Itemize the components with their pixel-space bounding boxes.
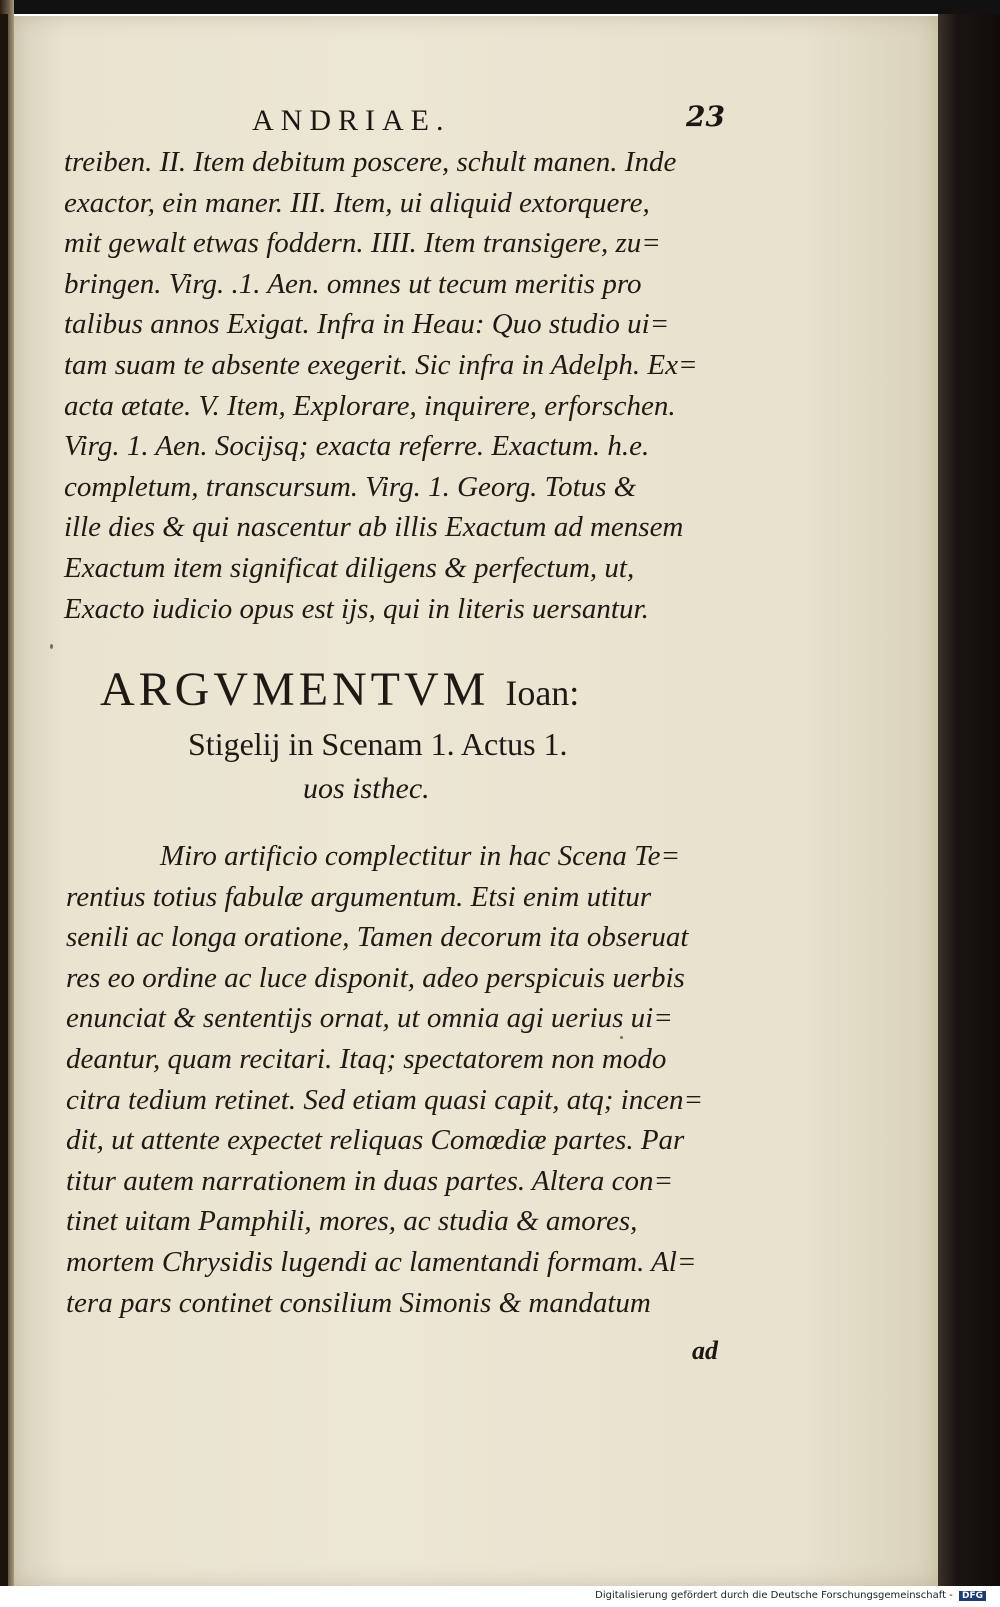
heading-author: Ioan:: [505, 673, 580, 713]
text-line: mit gewalt etwas foddern. IIII. Item transigere, zu=: [64, 227, 661, 260]
text-line: rentius totius fabulæ argumentum. Etsi enim utitur: [66, 880, 652, 913]
text-line: Exacto iudicio opus est ijs, qui in literis uersantur.: [64, 592, 649, 625]
text-line: enunciat & sententijs ornat, ut omnia agi uerius ui=: [66, 1002, 673, 1035]
argument-text-block: [66, 836, 746, 1323]
text-line: Exactum item significat diligens & perfectum, ut,: [64, 551, 635, 584]
text-line: ille dies & qui nascentur ab illis Exactum ad mensem: [64, 511, 684, 544]
running-head: ANDRIAE.: [252, 104, 451, 137]
text-line: tinet uitam Pamphili, mores, ac studia & amores,: [66, 1205, 638, 1238]
text-line: deantur, quam recitari. Itaq; spectatorem non modo: [66, 1042, 667, 1075]
section-heading: [100, 662, 800, 811]
text-line: mortem Chrysidis lugendi ac lamentandi formam. Al=: [66, 1245, 697, 1278]
catchword: ad: [692, 1336, 718, 1365]
paper-speck: [50, 644, 53, 649]
gutter-shadow: [0, 14, 8, 1589]
top-border: [0, 0, 1000, 14]
text-line: treiben. II. Item debitum poscere, schult manen. Inde: [64, 146, 677, 178]
heading-caps: ARGVMENTVM: [100, 663, 490, 716]
text-line: exactor, ein maner. III. Item, ui aliquid extorquere,: [64, 186, 650, 219]
text-line: acta ætate. V. Item, Explorare, inquirere, erforschen.: [64, 389, 676, 422]
page-number: 23: [686, 100, 725, 133]
text-line: tera pars continet consilium Simonis & mandatum: [66, 1286, 651, 1319]
text-line: talibus annos Exigat. Infra in Heau: Quo studio ui=: [64, 308, 670, 341]
heading-line-2: Stigelij in Scenam 1. Actus 1.: [188, 726, 568, 762]
funding-footer: [595, 1590, 986, 1601]
text-line: completum, transcursum. Virg. 1. Georg. Totus &: [64, 470, 637, 503]
text-line: Miro artificio complectitur in hac Scena Te=: [160, 840, 681, 872]
heading-line-1: [100, 662, 800, 721]
gloss-text-block: [64, 142, 744, 629]
page-edge: [938, 14, 1000, 1586]
text-line: citra tedium retinet. Sed etiam quasi capit, atq; incen=: [66, 1083, 704, 1116]
text-line: bringen. Virg. .1. Aen. omnes ut tecum meritis pro: [64, 267, 642, 300]
text-line: tam suam te absente exegerit. Sic infra in Adelph. Ex=: [64, 348, 698, 381]
text-line: res eo ordine ac luce disponit, adeo perspicuis uerbis: [66, 961, 685, 994]
text-line: dit, ut attente expectet reliquas Comœdiæ partes. Par: [66, 1124, 685, 1157]
heading-line-3: uos isthec.: [303, 772, 430, 805]
dfg-logo-icon: DFG: [959, 1591, 986, 1601]
footer-text: Digitalisierung gefördert durch die Deutsche Forschungsgemeinschaft -: [595, 1590, 953, 1601]
text-line: Virg. 1. Aen. Socijsq; exacta referre. Exactum. h.e.: [64, 430, 650, 463]
text-line: titur autem narrationem in duas partes. Altera con=: [66, 1164, 674, 1197]
text-line: senili ac longa oratione, Tamen decorum ita obseruat: [66, 921, 689, 954]
